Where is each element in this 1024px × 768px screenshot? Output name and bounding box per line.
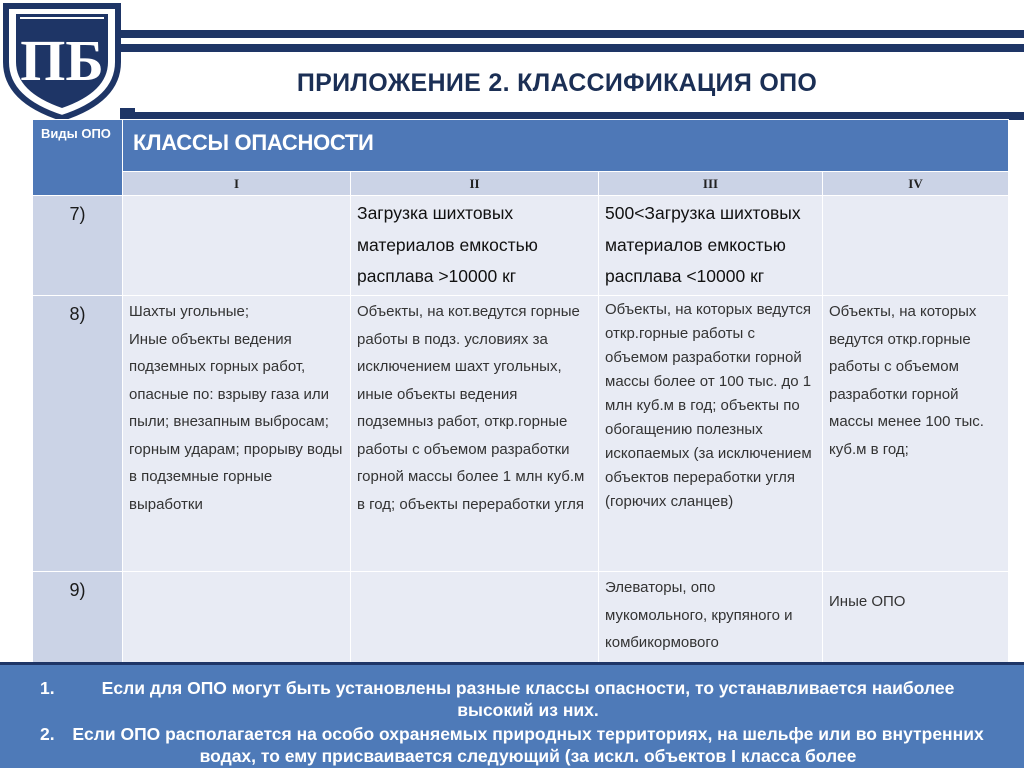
class-header-1: I — [123, 172, 351, 196]
row-number: 7) — [33, 196, 123, 296]
table-cell: Шахты угольные; Иные объекты ведения подземных горных работ, опасные по: взрыву газа или пыли; внезапным выбросам; горным ударам; прорыву воды в подземные горные выработки — [123, 296, 351, 572]
types-header: Виды ОПО — [33, 120, 123, 196]
table-row — [33, 196, 1009, 296]
table-cell: Элеваторы, опо мукомольного, крупяного и комбикормового — [599, 572, 823, 664]
footer-note — [0, 677, 1024, 721]
table-cell — [123, 572, 351, 664]
row-number: 9) — [33, 572, 123, 664]
table-cell: Иные ОПО — [823, 572, 1009, 664]
table-row — [33, 572, 1009, 664]
table-cell: 500<Загрузка шихтовых материалов емкостью расплава <10000 кг — [599, 196, 823, 296]
table-cell — [823, 196, 1009, 296]
class-header-3: III — [599, 172, 823, 196]
footer-note — [0, 723, 1024, 767]
note-text: Если ОПО располагается на особо охраняемых природных территориях, на шельфе или во внутренних водах, то ему присваивается следующий (за искл. объектов I класса более — [72, 724, 984, 766]
logo-text: ПБ — [20, 28, 104, 93]
table-cell: Объекты, на которых ведутся откр.горные работы с объемом разработки горной массы более от 100 тыс. до 1 млн куб.м в год; объекты по обогащению полезных ископаемых (за исключением объектов переработки угля (горючих сланцев) — [599, 296, 823, 572]
shield-logo-icon — [0, 0, 130, 122]
table-cell: Загрузка шихтовых материалов емкостью расплава >10000 кг — [351, 196, 599, 296]
title-bar — [135, 55, 1024, 112]
footer-notes — [0, 662, 1024, 768]
class-header-2: II — [351, 172, 599, 196]
class-header-4: IV — [823, 172, 1009, 196]
table-row — [33, 296, 1009, 572]
classes-header: КЛАССЫ ОПАСНОСТИ — [123, 120, 1009, 172]
table-cell — [351, 572, 599, 664]
table-cell — [123, 196, 351, 296]
note-text: Если для ОПО могут быть установлены разные классы опасности, то устанавливается наиболее высокий из них. — [101, 678, 955, 720]
page-title: ПРИЛОЖЕНИЕ 2. КЛАССИФИКАЦИЯ ОПО — [296, 69, 818, 97]
row-number: 8) — [33, 296, 123, 572]
table-cell: Объекты, на кот.ведутся горные работы в подз. условиях за исключением шахт угольных, иные объекты ведения подземныз работ, откр.горные работы с объемом разработки горной массы более 1 млн куб.м в год; объекты переработки угля — [351, 296, 599, 572]
note-number: 1. — [40, 678, 55, 698]
note-number: 2. — [40, 724, 55, 744]
classification-table — [32, 119, 1008, 664]
table-cell: Объекты, на которых ведутся откр.горные работы с объемом разработки горной массы менее 100 тыс. куб.м в год; — [823, 296, 1009, 572]
